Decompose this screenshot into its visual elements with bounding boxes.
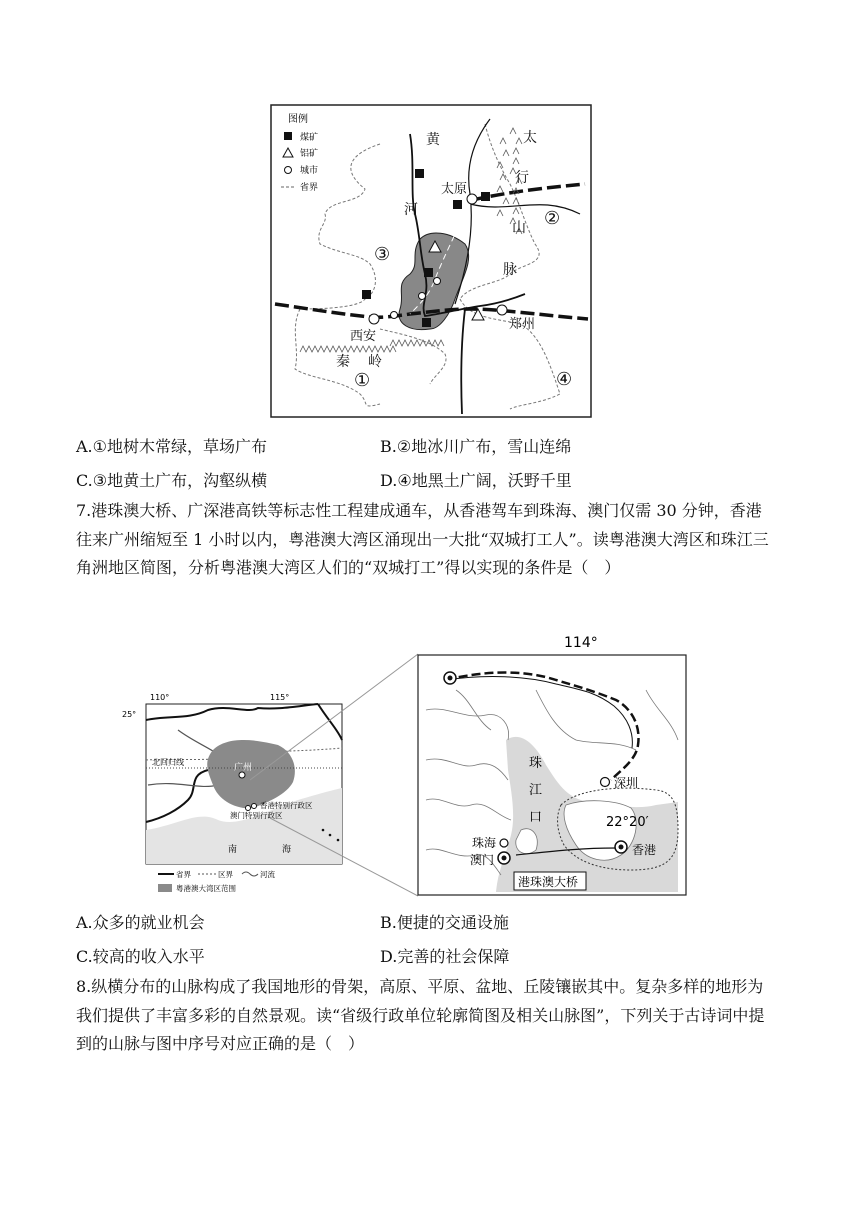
zoom-connector xyxy=(250,650,420,900)
label-nan: 南 xyxy=(228,845,238,855)
label-hongkong: 香港 xyxy=(632,843,657,857)
q6-option-d[interactable]: D.④地黑土广阔，沃野千里 xyxy=(380,471,572,490)
city-taiyuan xyxy=(467,194,477,204)
city-xian xyxy=(369,314,379,324)
label-hang: 行 xyxy=(515,170,529,186)
label-xian: 西安 xyxy=(350,329,377,344)
label-zhu: 珠 xyxy=(529,756,543,771)
label-macao: 澳门 xyxy=(470,853,495,867)
label-lon110: 110° xyxy=(150,693,170,702)
label-jiang: 江 xyxy=(529,783,543,798)
label-kou: 口 xyxy=(529,810,543,825)
legend-coal: 煤矿 xyxy=(300,133,319,143)
legend-border: 省界 xyxy=(300,183,319,193)
label-mai: 脉 xyxy=(503,262,517,278)
city-zhengzhou xyxy=(497,305,507,315)
label-he: 河 xyxy=(404,202,418,218)
q7-option-c[interactable]: C.较高的收入水平 xyxy=(76,947,205,966)
legend-district: 区界 xyxy=(218,870,233,879)
label-taiyuan: 太原 xyxy=(441,182,468,197)
coal-mine-icon xyxy=(362,290,371,299)
label-zhuhai: 珠海 xyxy=(472,836,497,850)
coal-mine-icon xyxy=(415,169,424,178)
label-zhengzhou: 郑州 xyxy=(509,317,536,332)
q7-option-a[interactable]: A.众多的就业机会 xyxy=(76,913,205,932)
coal-mine-icon xyxy=(453,200,462,209)
label-lat25: 25° xyxy=(122,710,137,719)
label-bridge: 港珠澳大桥 xyxy=(518,875,579,889)
legend-river: 河流 xyxy=(260,870,275,879)
city-icon xyxy=(285,167,292,174)
city xyxy=(434,278,441,285)
q6-option-c[interactable]: C.③地黄土广布，沟壑纵横 xyxy=(76,471,268,490)
label-region-2: ② xyxy=(544,208,561,229)
label-shenzhen: 深圳 xyxy=(614,776,639,790)
legend-city: 城市 xyxy=(300,166,319,176)
label-region-1: ① xyxy=(354,370,371,391)
city-zhuhai-icon xyxy=(500,839,508,847)
label-hai: 海 xyxy=(282,845,292,855)
label-region-3: ③ xyxy=(374,244,391,265)
map-pearl-river-delta xyxy=(416,630,690,898)
question-8: 8.纵横分布的山脉构成了我国地形的骨架，高原、平原、盆地、丘陵镶嵌其中。复杂多样的地形为我们提供了丰富多彩的自然景观。读“省级行政单位轮廓简图及相关山脉图”，下列关于古诗词中提到的山脉与图中序号对应正确的是（ ） xyxy=(76,977,765,1053)
label-tai: 太 xyxy=(523,130,537,146)
legend-province: 省界 xyxy=(176,870,191,879)
label-shan: 山 xyxy=(512,220,526,236)
q6-option-a[interactable]: A.①地树木常绿，草场广布 xyxy=(76,437,267,456)
label-lat: 22°20′ xyxy=(606,815,649,830)
label-tropic: 北回归线 xyxy=(152,758,184,767)
q6-option-b[interactable]: B.②地冰川广布，雪山连绵 xyxy=(380,437,572,456)
legend-area: 粤港澳大湾区范围 xyxy=(176,884,236,893)
label-region-4: ④ xyxy=(556,369,573,390)
label-hk-sar: 香港特别行政区 xyxy=(260,801,313,810)
legend-title: 图例 xyxy=(288,114,308,125)
label-lon114: 114° xyxy=(564,635,598,651)
coal-mine-icon xyxy=(481,192,490,201)
city xyxy=(391,312,398,319)
q7-option-d[interactable]: D.完善的社会保障 xyxy=(380,947,510,966)
city-shenzhen-icon xyxy=(601,778,610,787)
question-7: 7.港珠澳大桥、广深港高铁等标志性工程建成通车，从香港驾车到珠海、澳门仅需 30 分钟，香港往来广州缩短至 1 小时以内，粤港澳大湾区涌现出一大批“双城打工人”。读粤港澳大湾区和珠江三角洲地区简图，分析粤港澳大湾区人们的“双城打工”得以实现的条件是（ ） xyxy=(76,501,769,577)
label-huang: 黄 xyxy=(426,132,440,148)
map-shanxi-region xyxy=(270,104,592,418)
city xyxy=(419,293,426,300)
coal-mine-icon xyxy=(284,132,292,140)
legend-area-icon xyxy=(158,884,172,892)
label-ling: 岭 xyxy=(368,354,382,370)
label-lon115: 115° xyxy=(270,693,290,702)
label-guangzhou: 广州 xyxy=(234,763,253,773)
label-qin: 秦 xyxy=(336,354,350,370)
legend-aluminum: 铝矿 xyxy=(300,149,319,159)
q7-option-b[interactable]: B.便捷的交通设施 xyxy=(380,913,509,932)
coal-mine-icon xyxy=(422,318,431,327)
coal-mine-icon xyxy=(424,268,433,277)
label-macao-sar: 澳门特别行政区 xyxy=(230,811,283,820)
